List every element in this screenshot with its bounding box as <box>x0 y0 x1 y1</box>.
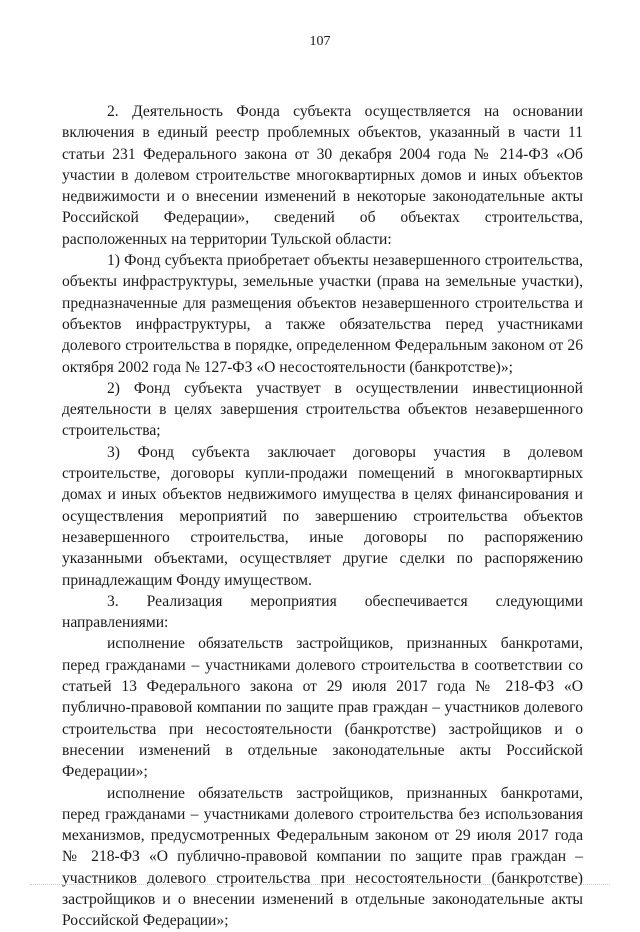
paragraph-item-3-contracts: 3) Фонд субъекта заключает договоры участия в долевом строительстве, договоры купли-продажи помещений в многоквартирных домах и иных объектов недвижимого имущества в целях финансирования и осуществления мероприятий по завершению строительства объектов незавершенного строительства, иные договоры по распоряжению указанными объектами, осуществляет другие сделки по распоряжению принадлежащим Фонду имуществом. <box>62 443 583 589</box>
paragraph-direction-without-mechanisms: исполнение обязательств застройщиков, признанных банкротами, перед гражданами – участниками долевого строительства без использования механизмов, предусмотренных Федеральным законом от 29 июля 2017 года № 218-ФЗ «О публично-правовой компании по защите прав граждан – участников долевого строительства при несостоятельности (банкротстве) застройщиков и о внесении изменений в отдельные законодательные акты Российской Федерации»; <box>62 784 583 930</box>
page-number: 107 <box>309 34 331 49</box>
scan-edge-line <box>30 884 610 886</box>
document-body <box>62 101 583 932</box>
paragraph-item-2-investment: 2) Фонд субъекта участвует в осуществлении инвестиционной деятельности в целях завершения строительства объектов незавершенного строительства; <box>62 379 583 440</box>
paragraph-direction-article-13: исполнение обязательств застройщиков, признанных банкротами, перед гражданами – участниками долевого строительства в соответствии со статьей 13 Федерального закона от 29 июля 2017 года № 218-ФЗ «О публично-правовой компании по защите прав граждан – участников долевого строительства при несостоятельности (банкротстве) застройщиков и о внесении изменений в отдельные законодательные акты Российской Федерации»; <box>62 635 583 781</box>
paragraph-fund-activity-basis: 2. Деятельность Фонда субъекта осуществляется на основании включения в единый реестр проблемных объектов, указанный в части 11 статьи 231 Федерального закона от 30 декабря 2004 года № 214-ФЗ «Об участии в долевом строительстве многоквартирных домов и иных объектов недвижимости и о внесении изменений в некоторые законодательные акты Российской Федерации», сведений об объектах строительства, расположенных на территории Тульской области: <box>62 103 583 248</box>
paragraph-item-1-acquisition: 1) Фонд субъекта приобретает объекты незавершенного строительства, объекты инфраструктуры, земельные участки (права на земельные участки), предназначенные для размещения объектов незавершенного строительства и объектов инфраструктуры, а также обязательства перед участниками долевого строительства в порядке, определенном Федеральным законом от 26 октября 2002 года № 127-ФЗ «О несостоятельности (банкротстве)»; <box>62 252 583 376</box>
paragraph-implementation-directions: 3. Реализация мероприятия обеспечивается следующими направлениями: <box>62 592 583 632</box>
